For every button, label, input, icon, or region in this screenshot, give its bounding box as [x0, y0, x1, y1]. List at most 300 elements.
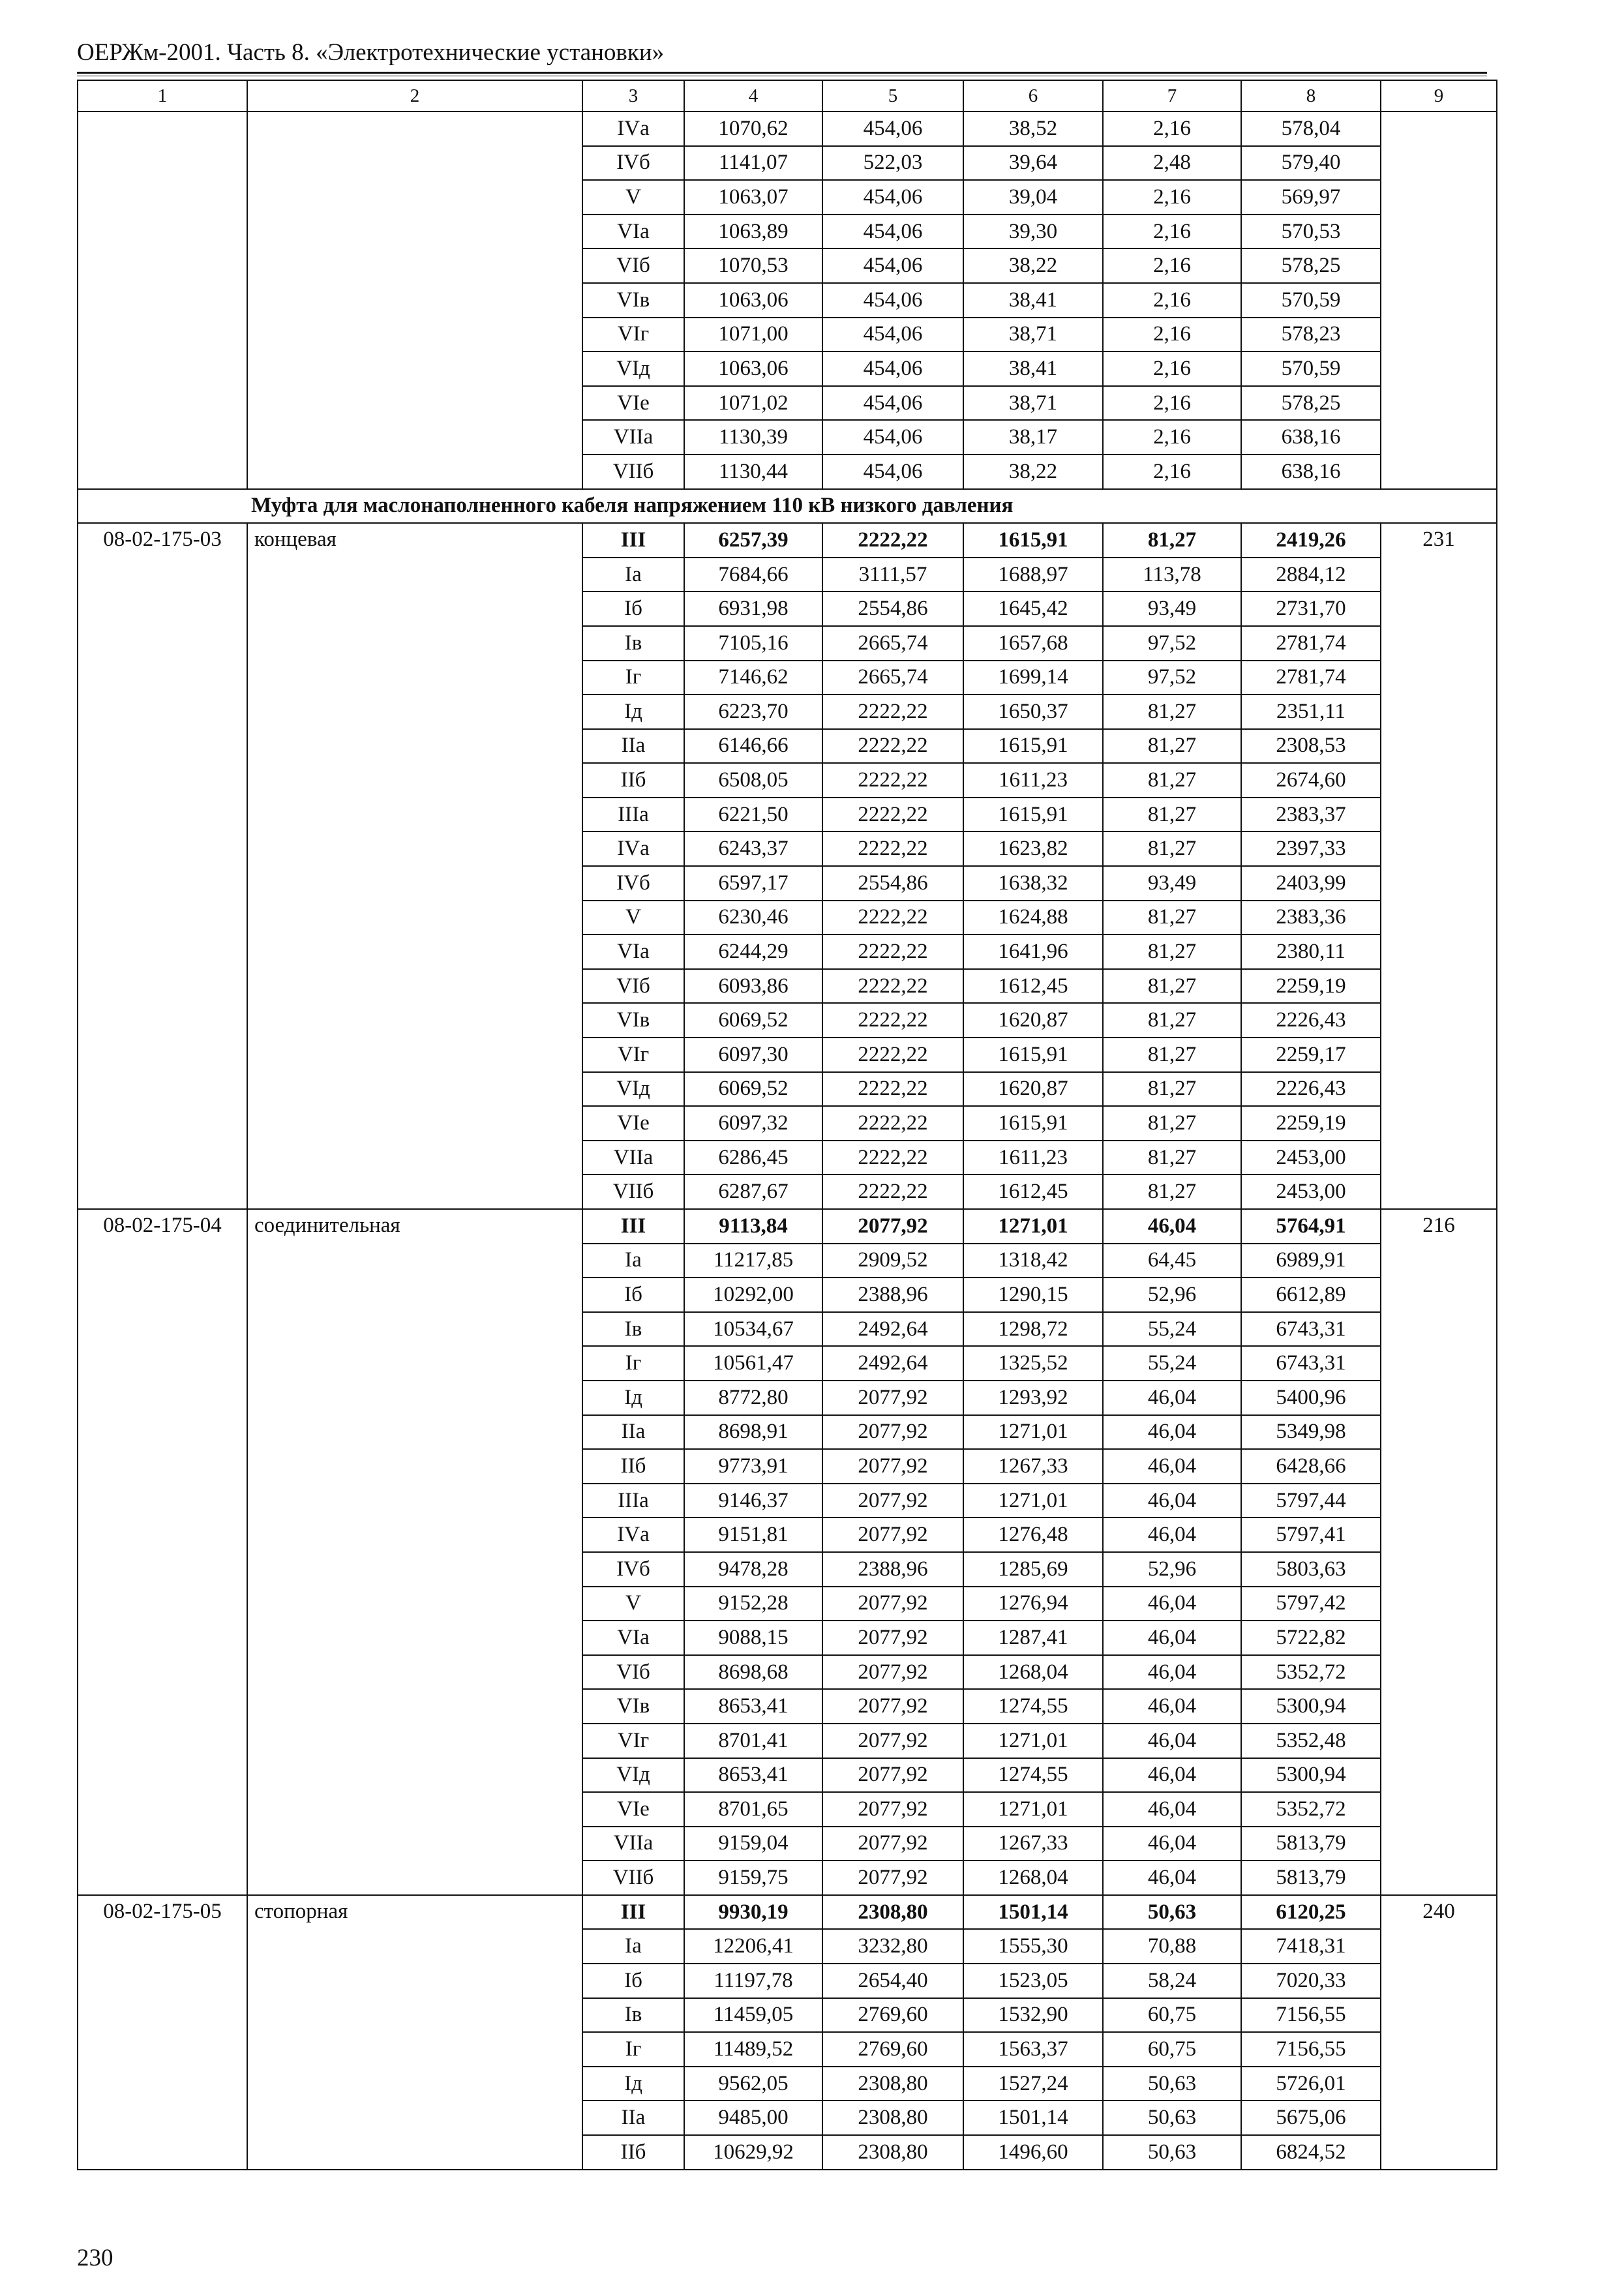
- value-cell: VIIб: [582, 1174, 684, 1209]
- value-cell: 97,52: [1103, 626, 1241, 661]
- value-cell: 8698,91: [684, 1415, 822, 1450]
- value-cell: 6069,52: [684, 1003, 822, 1038]
- value-cell: 2077,92: [822, 1209, 963, 1244]
- value-cell: 2308,53: [1241, 729, 1381, 764]
- value-cell: 46,04: [1103, 1484, 1241, 1518]
- value-cell: 6508,05: [684, 763, 822, 798]
- value-cell: 52,96: [1103, 1278, 1241, 1312]
- value-cell: 6989,91: [1241, 1244, 1381, 1278]
- value-cell: 2,16: [1103, 455, 1241, 489]
- value-cell: Iа: [582, 1929, 684, 1964]
- value-cell: 1287,41: [963, 1621, 1103, 1655]
- value-cell: IIб: [582, 763, 684, 798]
- value-cell: 7156,55: [1241, 2032, 1381, 2067]
- value-cell: 2,16: [1103, 112, 1241, 146]
- value-cell: 3111,57: [822, 558, 963, 592]
- value-cell: 1271,01: [963, 1724, 1103, 1758]
- value-cell: 2077,92: [822, 1655, 963, 1690]
- value-cell: 2380,11: [1241, 935, 1381, 969]
- value-cell: 2222,22: [822, 523, 963, 558]
- value-cell: 81,27: [1103, 831, 1241, 866]
- value-cell: 6287,67: [684, 1174, 822, 1209]
- value-cell: VIг: [582, 1724, 684, 1758]
- value-cell: 2492,64: [822, 1346, 963, 1381]
- value-cell: 2419,26: [1241, 523, 1381, 558]
- value-cell: 6223,70: [684, 695, 822, 729]
- value-cell: 2665,74: [822, 661, 963, 695]
- resource-name: соединительная: [247, 1209, 582, 1895]
- value-cell: IVб: [582, 1552, 684, 1587]
- value-cell: 11217,85: [684, 1244, 822, 1278]
- value-cell: IIIа: [582, 1484, 684, 1518]
- page-number: 230: [77, 2245, 113, 2271]
- value-cell: 6093,86: [684, 969, 822, 1004]
- value-cell: 2222,22: [822, 1141, 963, 1175]
- value-cell: Iг: [582, 661, 684, 695]
- value-cell: 1271,01: [963, 1209, 1103, 1244]
- value-cell: 2077,92: [822, 1621, 963, 1655]
- column-number: 2: [247, 80, 582, 112]
- value-cell: IVб: [582, 866, 684, 901]
- value-cell: 46,04: [1103, 1792, 1241, 1827]
- value-cell: Iв: [582, 626, 684, 661]
- value-cell: 7684,66: [684, 558, 822, 592]
- table-row: [78, 112, 1497, 146]
- value-cell: 39,04: [963, 180, 1103, 215]
- resource-name: стопорная: [247, 1895, 582, 2170]
- value-cell: 1070,62: [684, 112, 822, 146]
- value-cell: 9159,04: [684, 1827, 822, 1861]
- value-cell: 55,24: [1103, 1346, 1241, 1381]
- value-cell: 2077,92: [822, 1518, 963, 1552]
- value-cell: 38,17: [963, 420, 1103, 455]
- value-cell: 2222,22: [822, 1072, 963, 1107]
- value-cell: Iд: [582, 2067, 684, 2101]
- value-cell: 454,06: [822, 455, 963, 489]
- value-cell: 2077,92: [822, 1758, 963, 1793]
- value-cell: 81,27: [1103, 1174, 1241, 1209]
- value-cell: 1563,37: [963, 2032, 1103, 2067]
- value-cell: 579,40: [1241, 146, 1381, 181]
- value-cell: 2222,22: [822, 969, 963, 1004]
- value-cell: 2492,64: [822, 1312, 963, 1347]
- value-cell: 2383,37: [1241, 798, 1381, 832]
- value-cell: 46,04: [1103, 1621, 1241, 1655]
- value-cell: 1523,05: [963, 1964, 1103, 1998]
- value-cell: VIIа: [582, 420, 684, 455]
- value-cell: 9773,91: [684, 1449, 822, 1484]
- value-cell: 1071,02: [684, 386, 822, 421]
- value-cell: 2,16: [1103, 215, 1241, 249]
- value-cell: 2554,86: [822, 591, 963, 626]
- value-cell: 1070,53: [684, 248, 822, 283]
- value-cell: 1298,72: [963, 1312, 1103, 1347]
- value-cell: VIе: [582, 386, 684, 421]
- value-cell: 39,30: [963, 215, 1103, 249]
- value-cell: 570,53: [1241, 215, 1381, 249]
- value-cell: 2077,92: [822, 1827, 963, 1861]
- value-cell: 2226,43: [1241, 1072, 1381, 1107]
- value-cell: 6597,17: [684, 866, 822, 901]
- value-cell: 5300,94: [1241, 1758, 1381, 1793]
- value-cell: VIIа: [582, 1141, 684, 1175]
- col9-value: 216: [1381, 1209, 1497, 1895]
- value-cell: 2308,80: [822, 2135, 963, 2170]
- value-cell: 81,27: [1103, 695, 1241, 729]
- value-cell: 9088,15: [684, 1621, 822, 1655]
- value-cell: 7020,33: [1241, 1964, 1381, 1998]
- value-cell: 1063,06: [684, 352, 822, 386]
- value-cell: 569,97: [1241, 180, 1381, 215]
- value-cell: VIIа: [582, 1827, 684, 1861]
- value-cell: 8653,41: [684, 1689, 822, 1724]
- column-number: 1: [78, 80, 247, 112]
- value-cell: IVа: [582, 112, 684, 146]
- value-cell: 2308,80: [822, 2101, 963, 2135]
- value-cell: 2077,92: [822, 1484, 963, 1518]
- value-cell: 2769,60: [822, 2032, 963, 2067]
- value-cell: 1645,42: [963, 591, 1103, 626]
- value-cell: 1271,01: [963, 1415, 1103, 1450]
- value-cell: 81,27: [1103, 1072, 1241, 1107]
- value-cell: 5349,98: [1241, 1415, 1381, 1450]
- value-cell: 81,27: [1103, 935, 1241, 969]
- value-cell: 81,27: [1103, 729, 1241, 764]
- resource-code: 08-02-175-04: [78, 1209, 247, 1895]
- value-cell: Iг: [582, 2032, 684, 2067]
- value-cell: 2388,96: [822, 1552, 963, 1587]
- value-cell: 81,27: [1103, 1141, 1241, 1175]
- value-cell: 2665,74: [822, 626, 963, 661]
- value-cell: 8653,41: [684, 1758, 822, 1793]
- value-cell: 6612,89: [1241, 1278, 1381, 1312]
- value-cell: 55,24: [1103, 1312, 1241, 1347]
- value-cell: III: [582, 1209, 684, 1244]
- value-cell: 5726,01: [1241, 2067, 1381, 2101]
- value-cell: 9159,75: [684, 1861, 822, 1895]
- value-cell: 2077,92: [822, 1587, 963, 1621]
- value-cell: 1268,04: [963, 1861, 1103, 1895]
- value-cell: 1267,33: [963, 1449, 1103, 1484]
- value-cell: 1615,91: [963, 1038, 1103, 1072]
- value-cell: 2,16: [1103, 283, 1241, 318]
- table-row: [78, 1209, 1497, 1244]
- value-cell: 81,27: [1103, 1106, 1241, 1141]
- value-cell: 38,22: [963, 455, 1103, 489]
- value-cell: 9151,81: [684, 1518, 822, 1552]
- value-cell: 97,52: [1103, 661, 1241, 695]
- value-cell: 1615,91: [963, 798, 1103, 832]
- value-cell: 6097,32: [684, 1106, 822, 1141]
- value-cell: 578,25: [1241, 248, 1381, 283]
- value-cell: IIIа: [582, 798, 684, 832]
- value-cell: 454,06: [822, 318, 963, 352]
- value-cell: 1620,87: [963, 1072, 1103, 1107]
- value-cell: 8701,41: [684, 1724, 822, 1758]
- value-cell: IVа: [582, 831, 684, 866]
- value-cell: V: [582, 1587, 684, 1621]
- value-cell: 6244,29: [684, 935, 822, 969]
- value-cell: VIв: [582, 1689, 684, 1724]
- value-cell: 6069,52: [684, 1072, 822, 1107]
- value-cell: 454,06: [822, 420, 963, 455]
- value-cell: 2259,17: [1241, 1038, 1381, 1072]
- column-number: 8: [1241, 80, 1381, 112]
- value-cell: 570,59: [1241, 352, 1381, 386]
- value-cell: 578,04: [1241, 112, 1381, 146]
- value-cell: VIг: [582, 1038, 684, 1072]
- value-cell: 6120,25: [1241, 1895, 1381, 1930]
- value-cell: Iб: [582, 591, 684, 626]
- value-cell: 9930,19: [684, 1895, 822, 1930]
- value-cell: 1527,24: [963, 2067, 1103, 2101]
- value-cell: 10629,92: [684, 2135, 822, 2170]
- value-cell: 1274,55: [963, 1689, 1103, 1724]
- column-number: 5: [822, 80, 963, 112]
- resource-name: концевая: [247, 523, 582, 1209]
- value-cell: 64,45: [1103, 1244, 1241, 1278]
- value-cell: 5400,96: [1241, 1381, 1381, 1415]
- value-cell: 2781,74: [1241, 661, 1381, 695]
- value-cell: VIб: [582, 969, 684, 1004]
- value-cell: 454,06: [822, 112, 963, 146]
- value-cell: 5803,63: [1241, 1552, 1381, 1587]
- value-cell: 50,63: [1103, 1895, 1241, 1930]
- value-cell: 1688,97: [963, 558, 1103, 592]
- value-cell: 2226,43: [1241, 1003, 1381, 1038]
- value-cell: 2077,92: [822, 1689, 963, 1724]
- value-cell: 9113,84: [684, 1209, 822, 1244]
- value-cell: V: [582, 901, 684, 935]
- value-cell: 10534,67: [684, 1312, 822, 1347]
- value-cell: 2731,70: [1241, 591, 1381, 626]
- value-cell: 6286,45: [684, 1141, 822, 1175]
- value-cell: 2453,00: [1241, 1141, 1381, 1175]
- value-cell: 522,03: [822, 146, 963, 181]
- value-cell: 2222,22: [822, 901, 963, 935]
- value-cell: 6824,52: [1241, 2135, 1381, 2170]
- resource-code: 08-02-175-03: [78, 523, 247, 1209]
- value-cell: 6230,46: [684, 901, 822, 935]
- value-cell: VIд: [582, 352, 684, 386]
- value-cell: 81,27: [1103, 798, 1241, 832]
- value-cell: 46,04: [1103, 1415, 1241, 1450]
- value-cell: 1611,23: [963, 1141, 1103, 1175]
- value-cell: VIа: [582, 215, 684, 249]
- value-cell: 1130,44: [684, 455, 822, 489]
- value-cell: 6221,50: [684, 798, 822, 832]
- value-cell: 2222,22: [822, 1003, 963, 1038]
- value-cell: 38,41: [963, 283, 1103, 318]
- value-cell: 2308,80: [822, 2067, 963, 2101]
- col9-value: 231: [1381, 523, 1497, 1209]
- value-cell: 8701,65: [684, 1792, 822, 1827]
- value-cell: 6743,31: [1241, 1346, 1381, 1381]
- value-cell: 1274,55: [963, 1758, 1103, 1793]
- value-cell: 7156,55: [1241, 1998, 1381, 2033]
- value-cell: 2351,11: [1241, 695, 1381, 729]
- value-cell: 2,16: [1103, 420, 1241, 455]
- value-cell: 2077,92: [822, 1381, 963, 1415]
- value-cell: 46,04: [1103, 1861, 1241, 1895]
- value-cell: 1267,33: [963, 1827, 1103, 1861]
- value-cell: 2,16: [1103, 180, 1241, 215]
- value-cell: 6243,37: [684, 831, 822, 866]
- value-cell: VIд: [582, 1072, 684, 1107]
- value-cell: 2259,19: [1241, 969, 1381, 1004]
- value-cell: Iд: [582, 695, 684, 729]
- value-cell: 9146,37: [684, 1484, 822, 1518]
- section-title: Муфта для маслонаполненного кабеля напряжением 110 кВ низкого давления: [78, 489, 1497, 524]
- code-cell-empty: [78, 112, 247, 489]
- value-cell: 1496,60: [963, 2135, 1103, 2170]
- value-cell: 60,75: [1103, 1998, 1241, 2033]
- value-cell: 93,49: [1103, 866, 1241, 901]
- value-cell: 6257,39: [684, 523, 822, 558]
- col9-value: 240: [1381, 1895, 1497, 2170]
- value-cell: 5764,91: [1241, 1209, 1381, 1244]
- value-cell: VIа: [582, 935, 684, 969]
- value-cell: 1555,30: [963, 1929, 1103, 1964]
- value-cell: III: [582, 1895, 684, 1930]
- value-cell: 7105,16: [684, 626, 822, 661]
- value-cell: 454,06: [822, 215, 963, 249]
- value-cell: 1611,23: [963, 763, 1103, 798]
- value-cell: 570,59: [1241, 283, 1381, 318]
- value-cell: 1615,91: [963, 1106, 1103, 1141]
- value-cell: 1657,68: [963, 626, 1103, 661]
- value-cell: 1501,14: [963, 2101, 1103, 2135]
- value-cell: 6931,98: [684, 591, 822, 626]
- value-cell: IVа: [582, 1518, 684, 1552]
- value-cell: Iв: [582, 1312, 684, 1347]
- value-cell: 5813,79: [1241, 1827, 1381, 1861]
- header-rule: [77, 72, 1487, 74]
- table-row: [78, 1895, 1497, 1930]
- value-cell: 5300,94: [1241, 1689, 1381, 1724]
- value-cell: 5797,42: [1241, 1587, 1381, 1621]
- column-number: 7: [1103, 80, 1241, 112]
- value-cell: 2222,22: [822, 763, 963, 798]
- value-cell: 2769,60: [822, 1998, 963, 2033]
- value-cell: VIIб: [582, 1861, 684, 1895]
- value-cell: 454,06: [822, 386, 963, 421]
- value-cell: 2077,92: [822, 1861, 963, 1895]
- column-number: 4: [684, 80, 822, 112]
- value-cell: 11459,05: [684, 1998, 822, 2033]
- value-cell: 1268,04: [963, 1655, 1103, 1690]
- value-cell: 2909,52: [822, 1244, 963, 1278]
- value-cell: 7418,31: [1241, 1929, 1381, 1964]
- value-cell: VIб: [582, 1655, 684, 1690]
- value-cell: 8698,68: [684, 1655, 822, 1690]
- value-cell: 454,06: [822, 180, 963, 215]
- value-cell: 2674,60: [1241, 763, 1381, 798]
- table-row: [78, 523, 1497, 558]
- value-cell: 6428,66: [1241, 1449, 1381, 1484]
- value-cell: 1699,14: [963, 661, 1103, 695]
- value-cell: 5675,06: [1241, 2101, 1381, 2135]
- value-cell: VIб: [582, 248, 684, 283]
- value-cell: 1063,07: [684, 180, 822, 215]
- value-cell: 38,71: [963, 386, 1103, 421]
- value-cell: 11489,52: [684, 2032, 822, 2067]
- value-cell: IIб: [582, 2135, 684, 2170]
- value-cell: 46,04: [1103, 1655, 1241, 1690]
- value-cell: 1620,87: [963, 1003, 1103, 1038]
- value-cell: 81,27: [1103, 523, 1241, 558]
- value-cell: 2388,96: [822, 1278, 963, 1312]
- value-cell: IIа: [582, 2101, 684, 2135]
- value-cell: 638,16: [1241, 455, 1381, 489]
- value-cell: 46,04: [1103, 1587, 1241, 1621]
- value-cell: 1615,91: [963, 523, 1103, 558]
- value-cell: 2077,92: [822, 1792, 963, 1827]
- value-cell: 38,41: [963, 352, 1103, 386]
- value-cell: Iб: [582, 1964, 684, 1998]
- value-cell: 8772,80: [684, 1381, 822, 1415]
- value-cell: 2383,36: [1241, 901, 1381, 935]
- value-cell: 2781,74: [1241, 626, 1381, 661]
- price-table: [77, 80, 1497, 2170]
- value-cell: 1276,48: [963, 1518, 1103, 1552]
- value-cell: 2884,12: [1241, 558, 1381, 592]
- value-cell: 60,75: [1103, 2032, 1241, 2067]
- value-cell: 46,04: [1103, 1381, 1241, 1415]
- value-cell: 2259,19: [1241, 1106, 1381, 1141]
- value-cell: 2,16: [1103, 352, 1241, 386]
- value-cell: 1501,14: [963, 1895, 1103, 1930]
- value-cell: 2397,33: [1241, 831, 1381, 866]
- value-cell: 38,22: [963, 248, 1103, 283]
- value-cell: 1325,52: [963, 1346, 1103, 1381]
- value-cell: 6743,31: [1241, 1312, 1381, 1347]
- value-cell: 46,04: [1103, 1758, 1241, 1793]
- value-cell: 1641,96: [963, 935, 1103, 969]
- value-cell: 113,78: [1103, 558, 1241, 592]
- value-cell: 9485,00: [684, 2101, 822, 2135]
- value-cell: 2403,99: [1241, 866, 1381, 901]
- value-cell: 2,48: [1103, 146, 1241, 181]
- value-cell: 6146,66: [684, 729, 822, 764]
- value-cell: 5352,48: [1241, 1724, 1381, 1758]
- value-cell: 578,25: [1241, 386, 1381, 421]
- value-cell: VIIб: [582, 455, 684, 489]
- value-cell: 2222,22: [822, 1174, 963, 1209]
- value-cell: 2222,22: [822, 831, 963, 866]
- value-cell: 9562,05: [684, 2067, 822, 2101]
- value-cell: 46,04: [1103, 1689, 1241, 1724]
- value-cell: 46,04: [1103, 1724, 1241, 1758]
- value-cell: 46,04: [1103, 1827, 1241, 1861]
- value-cell: 2222,22: [822, 935, 963, 969]
- value-cell: 58,24: [1103, 1964, 1241, 1998]
- value-cell: 93,49: [1103, 591, 1241, 626]
- value-cell: 2222,22: [822, 729, 963, 764]
- value-cell: 2554,86: [822, 866, 963, 901]
- value-cell: 1141,07: [684, 146, 822, 181]
- value-cell: 2222,22: [822, 695, 963, 729]
- value-cell: 2,16: [1103, 318, 1241, 352]
- value-cell: VIв: [582, 1003, 684, 1038]
- value-cell: 1063,89: [684, 215, 822, 249]
- value-cell: 81,27: [1103, 901, 1241, 935]
- value-cell: VIе: [582, 1106, 684, 1141]
- value-cell: 5797,41: [1241, 1518, 1381, 1552]
- value-cell: 38,52: [963, 112, 1103, 146]
- value-cell: 1293,92: [963, 1381, 1103, 1415]
- value-cell: 454,06: [822, 352, 963, 386]
